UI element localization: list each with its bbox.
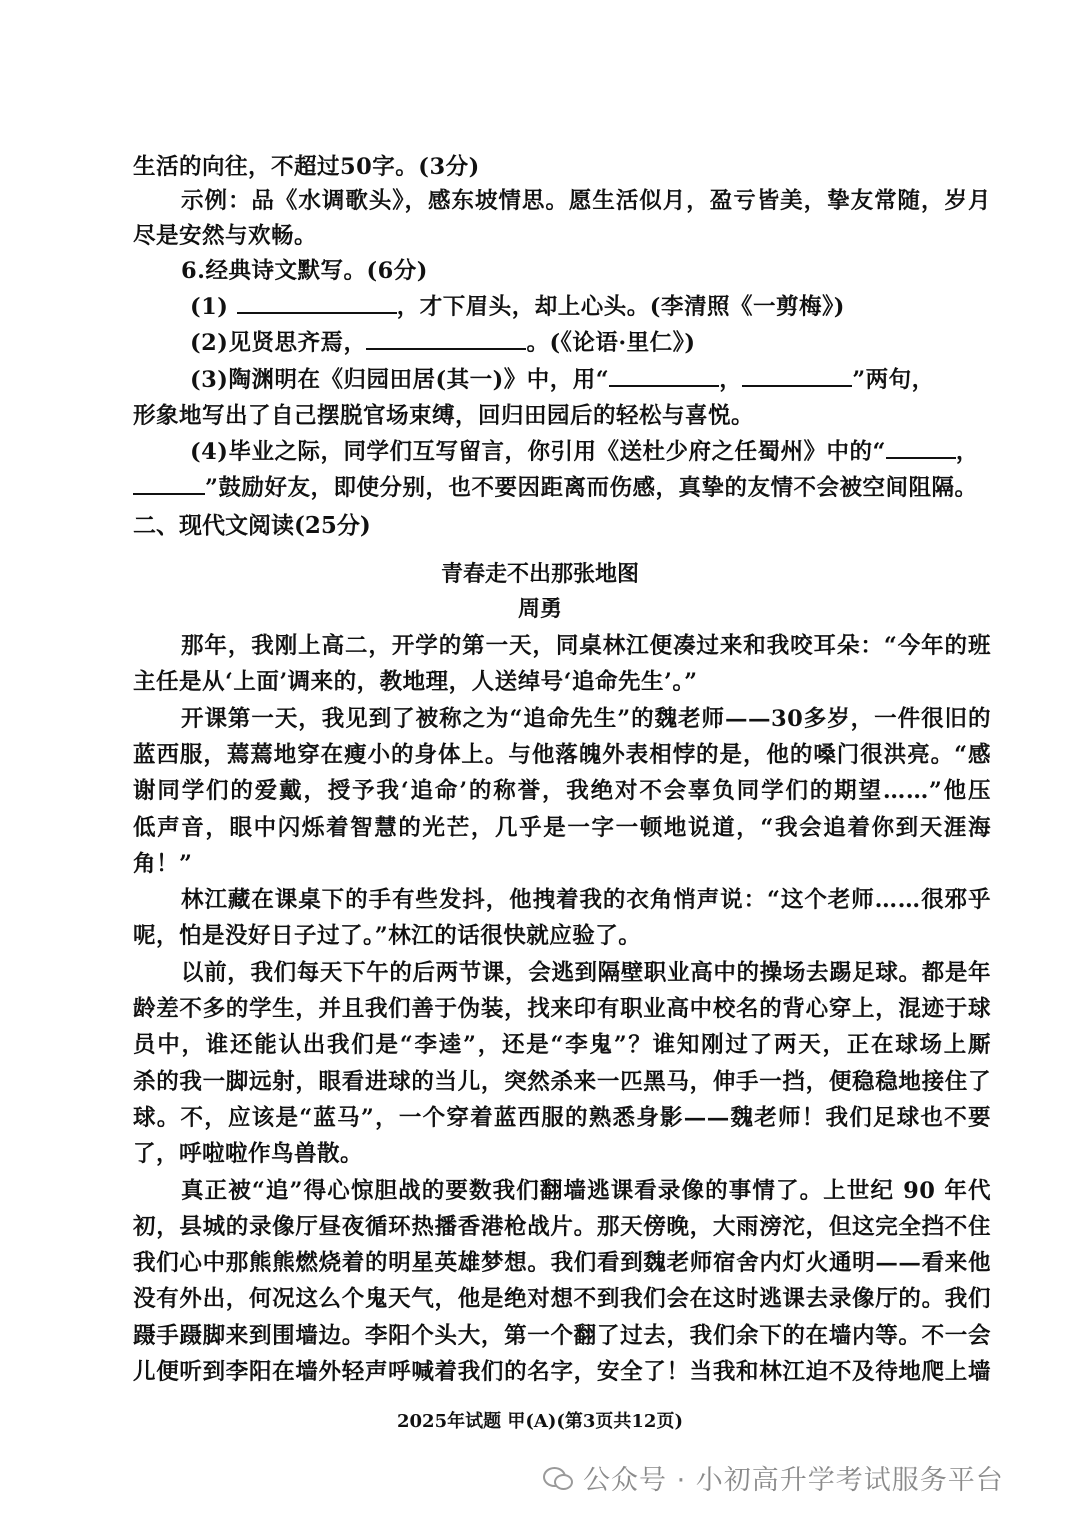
page-footer: 2025年试题 甲(A)(第3页共12页)	[397, 1411, 683, 1432]
q6-item-3-blank-2[interactable]	[742, 363, 852, 387]
q5-example-line-2: 尽是安然与欢畅。	[133, 223, 318, 249]
article-line: 谢同学们的爱戴，授予我‘追命’的称誉，我绝对不会辜负同学们的期望……”他压	[133, 778, 991, 805]
article-line: 真正被“追”得心惊胆战的要数我们翻墙逃课看录像的事情了。上世纪 90 年代	[181, 1177, 991, 1204]
article-line: 呢，怕是没好日子过了。”林江的话很快就应验了。	[133, 923, 642, 950]
q5-requirement-line: 生活的向往，不超过50字。(3分)	[133, 154, 480, 180]
q6-item-4-line-2	[133, 470, 991, 506]
article-line: 开课第一天，我见到了被称之为“追命先生”的魏老师——30多岁，一件很旧的	[181, 705, 991, 732]
q6-item-2	[190, 325, 991, 361]
q6-item-3-suffix: ”两句，	[852, 367, 935, 393]
article-line: 初，县城的录像厅昼夜循环热播香港枪战片。那天傍晚，大雨滂沱，但这完全挡不住	[133, 1213, 991, 1240]
article-line: 了，呼啦啦作鸟兽散。	[133, 1141, 364, 1168]
article-title: 青春走不出那张地图	[440, 561, 639, 587]
q6-item-3-mid: ，	[719, 367, 743, 393]
q6-item-1-blank[interactable]	[237, 290, 397, 314]
q6-item-4-blank-1[interactable]	[886, 435, 956, 459]
wechat-icon	[543, 1465, 573, 1491]
article-line: 没有外出，何况这么个鬼天气，他是绝对想不到我们会在这时逃课去录像厅的。我们	[133, 1286, 991, 1313]
q6-item-3-line-2: 形象地写出了自己摆脱官场束缚，回归田园后的轻松与喜悦。	[133, 403, 755, 429]
article-line: 蓝西服，蔫蔫地穿在瘦小的身体上。与他落魄外表相悖的是，他的嗓门很洪亮。“感	[133, 741, 991, 768]
q6-item-3-prefix: (3)陶渊明在《归园田居(其一)》中，用“	[190, 367, 610, 393]
article-line: 主任是从‘上面’调来的，教地理，人送绰号‘追命先生’。”	[133, 669, 698, 696]
article-line: 杀的我一脚远射，眼看进球的当儿，突然杀来一匹黑马，伸手一挡，便稳稳地接住了	[133, 1068, 991, 1095]
article-author: 周勇	[517, 596, 562, 622]
article-line: 蹑手蹑脚来到围墙边。李阳个头大，第一个翻了过去，我们余下的在墙内等。不一会	[133, 1322, 991, 1349]
article-line: 林江藏在课桌下的手有些发抖，他拽着我的衣角悄声说：“这个老师……很邪乎	[181, 887, 991, 914]
section-2-heading: 二、现代文阅读(25分)	[133, 512, 371, 539]
q5-example-line-1: 示例：品《水调歌头》，感东坡情思。愿生活似月，盈亏皆美，挚友常随，岁月	[181, 188, 991, 214]
q6-item-4-blank-2[interactable]	[133, 471, 205, 495]
article-line: 儿便听到李阳在墙外轻声呼喊着我们的名字，安全了！当我和林江迫不及待地爬上墙	[133, 1359, 991, 1385]
article-line: 低声音，眼中闪烁着智慧的光芒，几乎是一字一顿地说道，“我会追着你到天涯海	[133, 814, 991, 841]
q6-item-4-line-2-suffix: ”鼓励好友，即使分别，也不要因距离而伤感，真挚的友情不会被空间阻隔。	[205, 475, 978, 501]
q6-item-4-mid: ，	[955, 439, 979, 465]
q6-item-1	[190, 289, 991, 325]
article-line: 那年，我刚上高二，开学的第一天，同桌林江便凑过来和我咬耳朵：“今年的班	[181, 633, 991, 659]
article-line: 员中，谁还能认出我们是“李逵”，还是“李鬼”？谁知刚过了两天，正在球场上厮	[133, 1032, 991, 1059]
article-line: 我们心中那熊熊燃烧着的明星英雄梦想。我们看到魏老师宿舍内灯火通明——看来他	[133, 1250, 991, 1277]
article-line: 以前，我们每天下午的后两节课，会逃到隔壁职业高中的操场去踢足球。都是年	[181, 959, 991, 986]
q6-heading: 6.经典诗文默写。(6分)	[181, 258, 428, 284]
watermark-text: 公众号 · 小初高升学考试服务平台	[583, 1465, 1004, 1496]
q6-item-2-blank[interactable]	[366, 326, 526, 350]
q6-item-1-suffix: ，才下眉头，却上心头。(李清照《一剪梅》)	[396, 294, 845, 320]
q6-item-3-blank-1[interactable]	[609, 363, 719, 387]
article-line: 龄差不多的学生，并且我们善于伪装，找来印有职业高中校名的背心穿上，混迹于球	[133, 996, 991, 1022]
article-line: 球。不，应该是“蓝马”，一个穿着蓝西服的熟悉身影——魏老师！我们足球也不要	[133, 1104, 991, 1131]
q6-item-1-prefix: (1)	[190, 294, 229, 320]
q6-item-4	[190, 434, 991, 470]
watermark	[543, 1458, 1004, 1497]
q6-item-3	[190, 362, 991, 398]
article-line: 角！”	[133, 850, 193, 877]
q6-item-2-suffix: 。(《论语·里仁》)	[526, 330, 696, 356]
q6-item-4-prefix: (4)毕业之际，同学们互写留言，你引用《送杜少府之任蜀州》中的“	[190, 439, 886, 465]
q6-item-2-prefix: (2)见贤思齐焉，	[190, 330, 367, 356]
